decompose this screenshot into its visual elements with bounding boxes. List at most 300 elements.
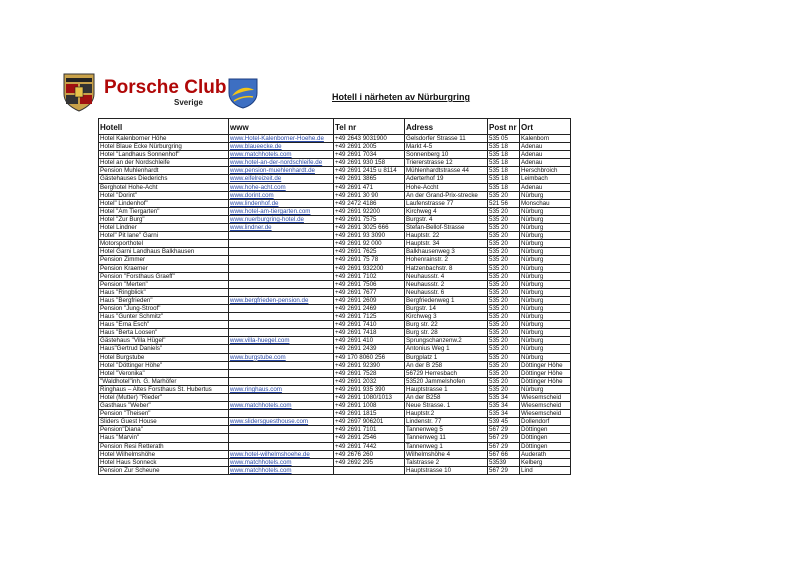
hotel-name: Pension Kraemer bbox=[99, 264, 229, 272]
address: Sonnenberg 10 bbox=[405, 151, 488, 159]
phone-number: +49 2691 2439 bbox=[334, 345, 405, 353]
phone-number: +49 2691 7125 bbox=[334, 313, 405, 321]
postcode: 535 20 bbox=[488, 191, 520, 199]
address: Hatzenbachstr. 8 bbox=[405, 264, 488, 272]
website-link[interactable]: www.matchhotels.com bbox=[229, 466, 334, 474]
hotel-name: Haus "Ringblick" bbox=[99, 288, 229, 296]
postcode: 535 20 bbox=[488, 361, 520, 369]
table-header-row bbox=[99, 119, 571, 135]
hotel-name: Gästehauses Diederichs bbox=[99, 175, 229, 183]
table-row bbox=[99, 159, 571, 167]
phone-number: +49 2691 7101 bbox=[334, 426, 405, 434]
phone-number: +49 2691 92 000 bbox=[334, 240, 405, 248]
address: Triererstrasse 12 bbox=[405, 159, 488, 167]
hotel-name: Motorsporthotel bbox=[99, 240, 229, 248]
hotel-name: Pension "Theisen" bbox=[99, 410, 229, 418]
brand-country: Sverige bbox=[174, 98, 203, 107]
hotel-table-body bbox=[99, 135, 571, 475]
hotel-name: Haus "Berta Loosen" bbox=[99, 329, 229, 337]
website-link[interactable]: www.slidersguesthouse.com bbox=[229, 418, 334, 426]
address: Neuhausstr. 6 bbox=[405, 288, 488, 296]
table-row bbox=[99, 450, 571, 458]
hotel-name: Hotel Blaue Ecke Nürburgring bbox=[99, 143, 229, 151]
table-row bbox=[99, 434, 571, 442]
address: Hauptstr. 22 bbox=[405, 232, 488, 240]
address: Burgstr. 4 bbox=[405, 215, 488, 223]
hotel-name: Hotel Burgstube bbox=[99, 353, 229, 361]
address: Hohe-Accht bbox=[405, 183, 488, 191]
town: Wiesemscheid bbox=[520, 402, 571, 410]
table-row bbox=[99, 426, 571, 434]
address: Balkhausenweg 3 bbox=[405, 248, 488, 256]
hotel-table bbox=[98, 118, 571, 475]
table-row bbox=[99, 458, 571, 466]
postcode: 567 29 bbox=[488, 442, 520, 450]
postcode: 535 18 bbox=[488, 151, 520, 159]
website-link bbox=[229, 321, 334, 329]
town: Nürburg bbox=[520, 272, 571, 280]
table-row bbox=[99, 280, 571, 288]
table-row bbox=[99, 215, 571, 223]
town: Nürburg bbox=[520, 329, 571, 337]
phone-number: +49 2691 7034 bbox=[334, 151, 405, 159]
table-row bbox=[99, 248, 571, 256]
phone-number: +49 2691 3865 bbox=[334, 175, 405, 183]
address: Gelsdorfer Strasse 11 bbox=[405, 135, 488, 143]
hotel-name: Pension "Forsthaus Graeff" bbox=[99, 272, 229, 280]
hotel-name: Gasthaus "Weber" bbox=[99, 402, 229, 410]
postcode: 535 20 bbox=[488, 224, 520, 232]
postcode: 567 29 bbox=[488, 434, 520, 442]
postcode: 535 18 bbox=[488, 167, 520, 175]
phone-number: +49 2691 7418 bbox=[334, 329, 405, 337]
hotel-name: Pension Zur Scheune bbox=[99, 466, 229, 474]
postcode: 567 29 bbox=[488, 466, 520, 474]
hotel-name: Gästehaus "Villa Hügel" bbox=[99, 337, 229, 345]
table-row bbox=[99, 418, 571, 426]
website-link[interactable]: www.lindenhof.de bbox=[229, 199, 334, 207]
address: Wilhelmshöhe 4 bbox=[405, 450, 488, 458]
postcode: 535 20 bbox=[488, 313, 520, 321]
hotel-name: Hotel" Pit lane" Garni bbox=[99, 232, 229, 240]
postcode: 535 34 bbox=[488, 410, 520, 418]
club-logo-area bbox=[62, 72, 292, 122]
phone-number: +49 2691 410 bbox=[334, 337, 405, 345]
town: Leimbach bbox=[520, 175, 571, 183]
town: Nürburg bbox=[520, 321, 571, 329]
website-link[interactable]: www.ringhaus.com bbox=[229, 385, 334, 393]
phone-number: +49 2643 9031900 bbox=[334, 135, 405, 143]
town: Wiesemscheid bbox=[520, 394, 571, 402]
town: Adenau bbox=[520, 143, 571, 151]
phone-number: +49 2691 2609 bbox=[334, 296, 405, 304]
phone-number: +49 2691 2469 bbox=[334, 304, 405, 312]
postcode: 535 20 bbox=[488, 321, 520, 329]
hotel-name: Hotel (Mutter) "Rieder" bbox=[99, 394, 229, 402]
phone-number: +49 2691 7410 bbox=[334, 321, 405, 329]
phone-number: +49 2691 7506 bbox=[334, 280, 405, 288]
postcode: 535 20 bbox=[488, 385, 520, 393]
phone-number: +49 2691 930 158 bbox=[334, 159, 405, 167]
hotel-name: Hotel Garni Landhaus Balkhausen bbox=[99, 248, 229, 256]
postcode: 535 20 bbox=[488, 280, 520, 288]
address: Hauptstrasse 10 bbox=[405, 466, 488, 474]
hotel-name: Pension "Merten" bbox=[99, 280, 229, 288]
website-link bbox=[229, 361, 334, 369]
hotel-name: Sliders Guest House bbox=[99, 418, 229, 426]
table-row bbox=[99, 369, 571, 377]
hotel-name: Haus "Bergfrieden" bbox=[99, 296, 229, 304]
club-badge-icon bbox=[226, 76, 260, 110]
address: Burgplatz 1 bbox=[405, 353, 488, 361]
column-header-postcode: Post nr bbox=[488, 119, 520, 135]
website-link bbox=[229, 394, 334, 402]
town: Auderath bbox=[520, 450, 571, 458]
page-title: Hotell i närheten av Nürburgring bbox=[332, 92, 471, 102]
address: Bergfriedenweg 1 bbox=[405, 296, 488, 304]
postcode: 535 20 bbox=[488, 304, 520, 312]
town: Döttinger Höhe bbox=[520, 361, 571, 369]
postcode: 535 05 bbox=[488, 135, 520, 143]
table-row bbox=[99, 313, 571, 321]
website-link bbox=[229, 442, 334, 450]
hotel-name: Hotel" Lindenhof" bbox=[99, 199, 229, 207]
table-row bbox=[99, 296, 571, 304]
website-link[interactable]: www.hohe-acht.com bbox=[229, 183, 334, 191]
town: Döttingen bbox=[520, 434, 571, 442]
postcode: 535 34 bbox=[488, 402, 520, 410]
table-row bbox=[99, 191, 571, 199]
town: Nürburg bbox=[520, 191, 571, 199]
phone-number: +49 2676 260 bbox=[334, 450, 405, 458]
town: Nürburg bbox=[520, 256, 571, 264]
phone-number: +49 2691 93 3090 bbox=[334, 232, 405, 240]
table-row bbox=[99, 256, 571, 264]
town: Nürburg bbox=[520, 215, 571, 223]
postcode: 567 66 bbox=[488, 450, 520, 458]
phone-number: +49 2691 2032 bbox=[334, 377, 405, 385]
table-row bbox=[99, 224, 571, 232]
town: Nürburg bbox=[520, 345, 571, 353]
postcode: 535 20 bbox=[488, 248, 520, 256]
table-row bbox=[99, 410, 571, 418]
town: Nürburg bbox=[520, 207, 571, 215]
phone-number: +49 2692 295 bbox=[334, 458, 405, 466]
address: Tannenweg 5 bbox=[405, 426, 488, 434]
website-link[interactable]: www.matchhotels.com bbox=[229, 151, 334, 159]
hotel-name: Hotel "Dorint" bbox=[99, 191, 229, 199]
phone-number: +49 2691 471 bbox=[334, 183, 405, 191]
website-link[interactable]: www.hotel-am-tiergarten.com bbox=[229, 207, 334, 215]
table-row bbox=[99, 288, 571, 296]
website-link bbox=[229, 426, 334, 434]
website-link bbox=[229, 329, 334, 337]
address: Stefan-Bellof-Strasse bbox=[405, 224, 488, 232]
postcode: 535 20 bbox=[488, 256, 520, 264]
address: Mühlenhardtstrasse 44 bbox=[405, 167, 488, 175]
address: An der B258 bbox=[405, 394, 488, 402]
website-link bbox=[229, 377, 334, 385]
table-row bbox=[99, 264, 571, 272]
address: Tannenweg 11 bbox=[405, 434, 488, 442]
postcode: 535 20 bbox=[488, 207, 520, 215]
website-link bbox=[229, 345, 334, 353]
website-link bbox=[229, 369, 334, 377]
website-link bbox=[229, 240, 334, 248]
website-link bbox=[229, 256, 334, 264]
address: Hohenrainstr. 2 bbox=[405, 256, 488, 264]
hotel-name: Pension Muhlenhardt bbox=[99, 167, 229, 175]
website-link[interactable]: www.villa-huegel.com bbox=[229, 337, 334, 345]
postcode: 535 18 bbox=[488, 183, 520, 191]
postcode: 535 20 bbox=[488, 232, 520, 240]
table-row bbox=[99, 304, 571, 312]
phone-number: +49 170 8060 256 bbox=[334, 353, 405, 361]
table-row bbox=[99, 167, 571, 175]
address: Burgstr. 14 bbox=[405, 304, 488, 312]
postcode: 535 20 bbox=[488, 264, 520, 272]
hotel-name: Haus"Gertrud Daniels" bbox=[99, 345, 229, 353]
hotel-name: Berghotel Hohe-Acht bbox=[99, 183, 229, 191]
town: Döttingen bbox=[520, 442, 571, 450]
phone-number: +49 2691 92390 bbox=[334, 361, 405, 369]
address: Kirchweg 3 bbox=[405, 313, 488, 321]
hotel-name: Hotel "Döttinger Höhe" bbox=[99, 361, 229, 369]
postcode: 53539 bbox=[488, 458, 520, 466]
town: Herschbroich bbox=[520, 167, 571, 175]
table-row bbox=[99, 394, 571, 402]
website-link bbox=[229, 272, 334, 280]
hotel-name: "Waldhotel"inh. G. Marhöfer bbox=[99, 377, 229, 385]
phone-number: +49 2691 7102 bbox=[334, 272, 405, 280]
phone-number: +49 2691 2005 bbox=[334, 143, 405, 151]
address: Burg str. 22 bbox=[405, 321, 488, 329]
address: Neue Strasse. 1 bbox=[405, 402, 488, 410]
hotel-name: Hotel Haus Sonneck bbox=[99, 458, 229, 466]
postcode: 535 20 bbox=[488, 296, 520, 304]
phone-number: +49 2691 1080/1013 bbox=[334, 394, 405, 402]
town: Adenau bbox=[520, 159, 571, 167]
town: Adenau bbox=[520, 151, 571, 159]
table-row bbox=[99, 402, 571, 410]
hotel-name: Haus "Gunter Schmitz" bbox=[99, 313, 229, 321]
hotel-name: Pension "Jung-Stroof" bbox=[99, 304, 229, 312]
column-header-phone: Tel nr bbox=[334, 119, 405, 135]
address: Tannenweg 1 bbox=[405, 442, 488, 450]
postcode: 535 20 bbox=[488, 288, 520, 296]
town: Wiesemscheid bbox=[520, 410, 571, 418]
hotel-name: Ringhaus – Altes Forsthaus St. Hubertus bbox=[99, 385, 229, 393]
address: Sprungschanzenw.2 bbox=[405, 337, 488, 345]
column-header-hotel: Hotell bbox=[99, 119, 229, 135]
postcode: 535 20 bbox=[488, 272, 520, 280]
town: Nürburg bbox=[520, 288, 571, 296]
town: Nürburg bbox=[520, 224, 571, 232]
postcode: 521 56 bbox=[488, 199, 520, 207]
phone-number: +49 2691 7625 bbox=[334, 248, 405, 256]
website-link[interactable]: www.hotel-an-der-nordschleife.de bbox=[229, 159, 334, 167]
address: An der B 258 bbox=[405, 361, 488, 369]
town: Döttinger Höhe bbox=[520, 369, 571, 377]
table-row bbox=[99, 232, 571, 240]
hotel-name: Hotel "Veronika" bbox=[99, 369, 229, 377]
website-link bbox=[229, 280, 334, 288]
postcode: 535 20 bbox=[488, 329, 520, 337]
hotel-name: Hotel Wilhelmshöhe bbox=[99, 450, 229, 458]
website-link[interactable]: www.bergfrieden-pension.de bbox=[229, 296, 334, 304]
address: Laufenstrasse 77 bbox=[405, 199, 488, 207]
address: Talstrasse 2 bbox=[405, 458, 488, 466]
phone-number: +49 2691 935 390 bbox=[334, 385, 405, 393]
address: Aderterhof 19 bbox=[405, 175, 488, 183]
postcode: 535 20 bbox=[488, 240, 520, 248]
town: Nürburg bbox=[520, 240, 571, 248]
postcode: 535 20 bbox=[488, 353, 520, 361]
brand-name: Porsche Club bbox=[104, 77, 227, 98]
phone-number: +49 2691 2546 bbox=[334, 434, 405, 442]
hotel-name: Hotel an der Nordschleife bbox=[99, 159, 229, 167]
table-row bbox=[99, 442, 571, 450]
town: Nürburg bbox=[520, 264, 571, 272]
website-link[interactable]: www.lindner.de bbox=[229, 224, 334, 232]
town: Nürburg bbox=[520, 304, 571, 312]
website-link bbox=[229, 232, 334, 240]
hotel-name: Pension Resi Retterath bbox=[99, 442, 229, 450]
town: Kalenborn bbox=[520, 135, 571, 143]
postcode: 539 45 bbox=[488, 418, 520, 426]
hotel-name: Hotel Lindner bbox=[99, 224, 229, 232]
phone-number: +49 2472 4186 bbox=[334, 199, 405, 207]
phone-number: +49 2691 7442 bbox=[334, 442, 405, 450]
town: Kelberg bbox=[520, 458, 571, 466]
town: Nürburg bbox=[520, 337, 571, 345]
phone-number: +49 2691 75 78 bbox=[334, 256, 405, 264]
table-row bbox=[99, 240, 571, 248]
town: Nürburg bbox=[520, 232, 571, 240]
website-link[interactable]: www.matchhotels.com bbox=[229, 402, 334, 410]
phone-number: +49 2691 3025 666 bbox=[334, 224, 405, 232]
table-row bbox=[99, 329, 571, 337]
address: An der Grand-Prix-strecke bbox=[405, 191, 488, 199]
town: Monschau bbox=[520, 199, 571, 207]
postcode: 535 18 bbox=[488, 159, 520, 167]
table-row bbox=[99, 151, 571, 159]
phone-number: +49 2691 7677 bbox=[334, 288, 405, 296]
postcode: 535 18 bbox=[488, 143, 520, 151]
hotel-name: Haus "Marvin" bbox=[99, 434, 229, 442]
address: Lindenstr. 77 bbox=[405, 418, 488, 426]
address: 56729 Herresbach bbox=[405, 369, 488, 377]
town: Döttinger Höhe bbox=[520, 377, 571, 385]
address: Neuhausstr. 2 bbox=[405, 280, 488, 288]
hotel-name: Pension"Diana" bbox=[99, 426, 229, 434]
table-row bbox=[99, 361, 571, 369]
town: Adenau bbox=[520, 183, 571, 191]
hotel-name: Hotel "Zur Burg" bbox=[99, 215, 229, 223]
table-row bbox=[99, 321, 571, 329]
postcode: 535 20 bbox=[488, 377, 520, 385]
website-link bbox=[229, 264, 334, 272]
hotel-name: Hotel "Am Tiergarten" bbox=[99, 207, 229, 215]
table-row bbox=[99, 345, 571, 353]
postcode: 535 20 bbox=[488, 215, 520, 223]
phone-number: +49 2691 7528 bbox=[334, 369, 405, 377]
address: 53520 Jammelshofen bbox=[405, 377, 488, 385]
table-row bbox=[99, 199, 571, 207]
phone-number: +49 2691 92200 bbox=[334, 207, 405, 215]
phone-number: +49 2691 1008 bbox=[334, 402, 405, 410]
phone-number: +49 2697 906201 bbox=[334, 418, 405, 426]
town: Nürburg bbox=[520, 280, 571, 288]
phone-number: +49 2691 30 90 bbox=[334, 191, 405, 199]
hotel-name: Pension Zimmer bbox=[99, 256, 229, 264]
postcode: 567 29 bbox=[488, 426, 520, 434]
column-header-town: Ort bbox=[520, 119, 571, 135]
website-link[interactable]: www.Hotel-Kalenborner-Hoehe.de bbox=[229, 135, 334, 143]
website-link[interactable]: www.pension-muehlenhardt.de bbox=[229, 167, 334, 175]
table-row bbox=[99, 353, 571, 361]
table-row bbox=[99, 135, 571, 143]
postcode: 535 34 bbox=[488, 394, 520, 402]
hotel-name: Hotel Kalenborner Höhe bbox=[99, 135, 229, 143]
website-link bbox=[229, 304, 334, 312]
porsche-crest-icon bbox=[62, 72, 96, 112]
table-row bbox=[99, 183, 571, 191]
town: Nürburg bbox=[520, 385, 571, 393]
postcode: 535 20 bbox=[488, 369, 520, 377]
address: Neuhausstr. 4 bbox=[405, 272, 488, 280]
postcode: 535 18 bbox=[488, 175, 520, 183]
address: Hauptstrasse 1 bbox=[405, 385, 488, 393]
town: Döttingen bbox=[520, 426, 571, 434]
address: Hauptstr.2 bbox=[405, 410, 488, 418]
table-row bbox=[99, 207, 571, 215]
table-row bbox=[99, 175, 571, 183]
website-link bbox=[229, 410, 334, 418]
website-link[interactable]: www.eifelreizeit.de bbox=[229, 175, 334, 183]
website-link bbox=[229, 313, 334, 321]
table-row bbox=[99, 385, 571, 393]
address: Hauptstr. 34 bbox=[405, 240, 488, 248]
town: Lind bbox=[520, 466, 571, 474]
address: Kirchweg 4 bbox=[405, 207, 488, 215]
website-link[interactable]: www.dorint.com bbox=[229, 191, 334, 199]
town: Dollendorf bbox=[520, 418, 571, 426]
website-link[interactable]: www.blaueecke.de bbox=[229, 143, 334, 151]
town: Nürburg bbox=[520, 248, 571, 256]
address: Antonius Weg 1 bbox=[405, 345, 488, 353]
website-link[interactable]: www.nuerburgring-hotel.de bbox=[229, 215, 334, 223]
table-row bbox=[99, 466, 571, 474]
town: Nürburg bbox=[520, 313, 571, 321]
table-row bbox=[99, 337, 571, 345]
phone-number: +49 2691 7575 bbox=[334, 215, 405, 223]
table-row bbox=[99, 143, 571, 151]
table-row bbox=[99, 377, 571, 385]
address: Markt 4-5 bbox=[405, 143, 488, 151]
website-link[interactable]: www.burgstube.com bbox=[229, 353, 334, 361]
website-link[interactable]: www.matchhotels.com bbox=[229, 458, 334, 466]
postcode: 535 20 bbox=[488, 337, 520, 345]
town: Nürburg bbox=[520, 353, 571, 361]
town: Nürburg bbox=[520, 296, 571, 304]
phone-number bbox=[334, 466, 405, 474]
website-link bbox=[229, 248, 334, 256]
postcode: 535 20 bbox=[488, 345, 520, 353]
hotel-name: Hotel "Landhaus Sonnenhof" bbox=[99, 151, 229, 159]
column-header-www: www bbox=[229, 119, 334, 135]
website-link[interactable]: www.hotel-wilhelmshoehe.de bbox=[229, 450, 334, 458]
